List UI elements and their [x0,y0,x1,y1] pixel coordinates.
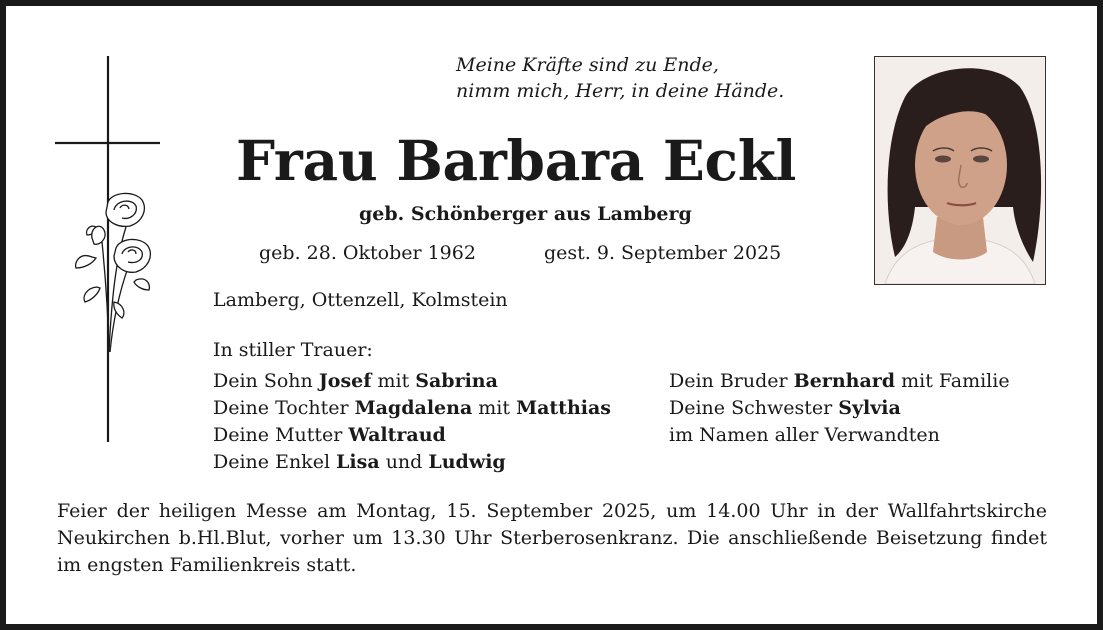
portrait-photo [874,56,1046,285]
places: Lamberg, Ottenzell, Kolmstein [213,289,508,311]
life-dates [259,240,782,266]
mourners-right-column [669,368,1010,449]
mourner-line: im Namen aller Verwandten [669,424,940,446]
ceremony-text: Feier der heiligen Messe am Montag, 15. September 2025, um 14.00 Uhr in der Wallfahrtskirche Neukirchen b.Hl.Blut, vorher um 13.30 Uhr Sterberosenkranz. Die anschließende Beisetzung findet im engsten Familienkreis statt. [57,500,1047,576]
mourner-line: Dein Sohn Josef mit Sabrina [213,370,498,392]
mourner-line: Deine Mutter Waltraud [213,424,446,446]
maiden-name: geb. Schönberger aus Lamberg [359,203,692,225]
quote-line-2: nimm mich, Herr, in deine Hände. [456,80,785,102]
mourner-line: Deine Enkel Lisa und Ludwig [213,451,506,473]
quote-line-1: Meine Kräfte sind zu Ende, [456,54,719,76]
deceased-name: Frau Barbara Eckl [236,128,797,193]
mourners-left-column [213,368,611,476]
mourners-heading: In stiller Trauer: [213,339,373,361]
mourner-line: Deine Tochter Magdalena mit Matthias [213,397,611,419]
death-date: gest. 9. September 2025 [544,242,782,264]
mourner-line: Dein Bruder Bernhard mit Familie [669,370,1010,392]
birth-date: geb. 28. Oktober 1962 [259,242,476,264]
quote [456,52,784,104]
mourner-line: Deine Schwester Sylvia [669,397,901,419]
cross-with-roses-icon [52,52,164,447]
